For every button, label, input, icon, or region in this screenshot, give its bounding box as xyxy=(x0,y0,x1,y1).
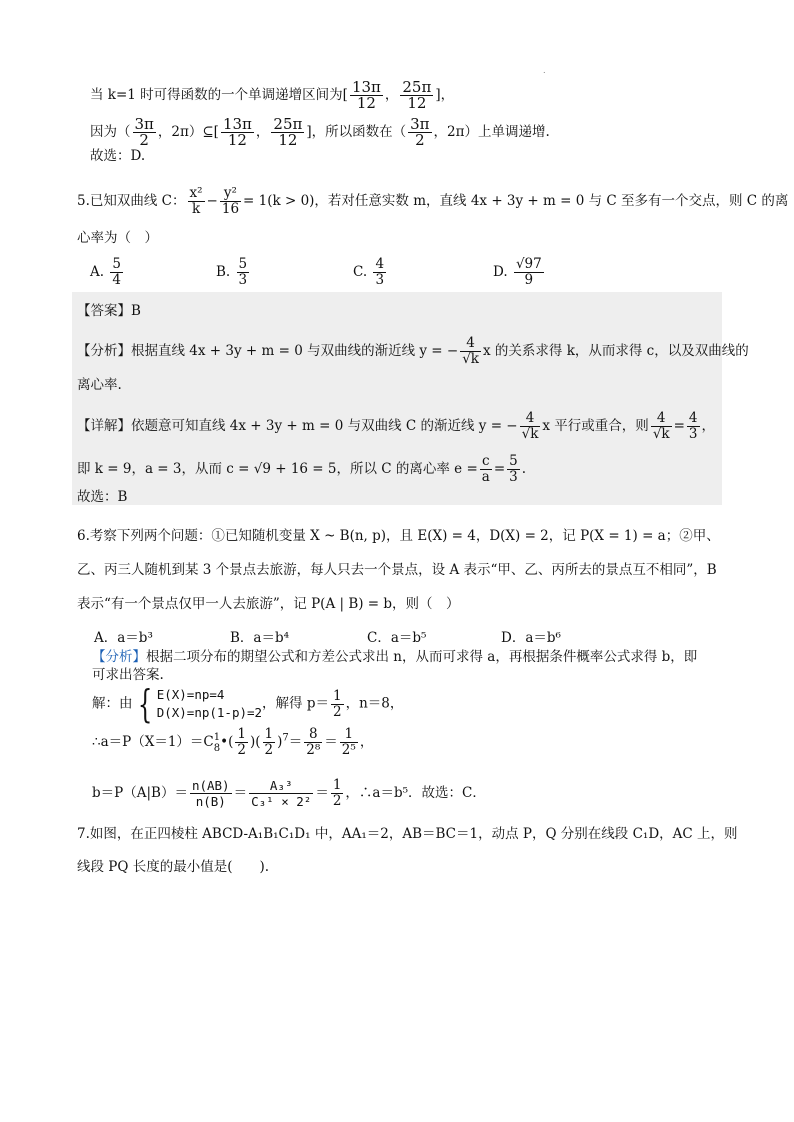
q6-analysis-1: 【分析】根据二项分布的期望公式和方差公式求出 n，从而可求得 a，再根据条件概率公式求得 b，即 xyxy=(92,649,698,665)
q5-option-c: C. $\frac{4}{3}$ xyxy=(353,256,385,288)
prev-line-3: 故选：D. xyxy=(90,148,146,164)
q6-option-c: C．a＝b⁵ xyxy=(367,630,427,646)
q7-stem-2: 线段 PQ 长度的最小值是( ). xyxy=(77,859,270,875)
q6-stem-1: 6.考察下列两个问题：①已知随机变量 X ~ B(n, p)，且 E(X) = 4，D(X) = 2，记 P(X = 1) = a；②甲、 xyxy=(77,528,720,544)
q6-solution-system: 解：由 { E(X)=np=4 D(X)=np(1-p)=2 ，解得 p＝ $\frac{1}{2}$ ，n＝8， xyxy=(92,682,404,726)
q7-stem-1: 7.如图，在正四棱柱 ABCD-A₁B₁C₁D₁ 中，AA₁＝2，AB＝BC＝1，动点 P，Q 分别在线段 C₁D，AC 上，则 xyxy=(77,826,738,842)
q6-option-d: D．a＝b⁶ xyxy=(501,630,561,646)
prev-line-1: 当 k=1 时可得函数的一个单调递增区间为[ $\frac{13\pi}{12}$ ， $\frac{25\pi}{12}$ ]， xyxy=(90,78,455,112)
q5-stem-1: 5.已知双曲线 C： $\frac{\text{x²}}{k}$ − $\frac{\text{y²}}{16}$ = 1(k > 0)，若对任意实数 m，直线 4x + 3y + m = 0 与 C 至多有一个交点，则 C 的离 xyxy=(77,185,789,217)
q5-option-a: A. $\frac{5}{4}$ xyxy=(90,256,121,288)
q5-analysis-2: 离心率. xyxy=(77,377,122,393)
q5-answer: 【答案】B xyxy=(77,303,141,319)
q5-choose: 故选：B xyxy=(77,489,128,505)
q6-stem-3: 表示“有一个景点仅甲一人去旅游”，记 P(A | B) = b，则（ ） xyxy=(77,596,460,612)
brace-icon: { xyxy=(137,682,152,726)
q5-analysis-1: 【分析】根据直线 4x + 3y + m = 0 与双曲线的渐近线 y = − $\frac{4}{√k}$ x 的关系求得 k，从而求得 c，以及双曲线的 xyxy=(77,335,749,367)
q5-option-d: D. $\frac{√97}{9}$ xyxy=(493,256,542,288)
q5-option-b: B. $\frac{5}{3}$ xyxy=(216,256,248,288)
q6-stem-2: 乙、丙三人随机到某 3 个景点去旅游，每人只去一个景点，设 A 表示“甲、乙、丙所去的景点互不相同”，B xyxy=(77,562,717,578)
q6-option-a: A．a＝b³ xyxy=(94,630,153,646)
q5-detail-1: 【详解】依题意可知直线 4x + 3y + m = 0 与双曲线 C 的渐近线 y = − $\frac{4}{√k}$ x 平行或重合，则 $\frac{4}{√k}$ = $\frac{4}{3}$ ， xyxy=(77,410,716,442)
q6-a-line: ∴a＝P（X＝1）＝C 1 8 •( $\frac{1}{2}$ )( $\frac{1}{2}$ )$^7$＝ $\frac{8}{\text{2⁸}}$ ＝ $\frac{1}{\text{2⁵}}$ ， xyxy=(92,726,374,758)
q6-analysis-2: 可求出答案. xyxy=(92,667,164,683)
page-dot: . xyxy=(543,66,546,75)
q5-stem-2: 心率为（ ） xyxy=(77,230,158,246)
q5-detail-2: 即 k = 9，a = 3，从而 c = √9 + 16 = 5，所以 C 的离心率 e = $\frac{c}{a}$ = $\frac{5}{3}$ . xyxy=(77,453,527,485)
q6-option-b: B．a＝b⁴ xyxy=(230,630,290,646)
q6-b-line: b＝P（A|B）＝ $\frac{n(AB)}{n(B)}$ ＝ $\frac{\text{A₃³}}{\text{C₃¹ × 2²}}$ ＝ $\frac{1}{2}$ ，∴a＝b⁵．故选：C． xyxy=(92,777,486,809)
prev-line-2: 因为（ $\frac{3\pi}{2}$ ，2π）⊆[ $\frac{13\pi}{12}$ ， $\frac{25\pi}{12}$ ]，所以函数在（ $\frac{3\pi}{2}$ ，2π）上单调递增. xyxy=(90,115,550,149)
analysis-tag: 【分析】 xyxy=(92,649,146,665)
